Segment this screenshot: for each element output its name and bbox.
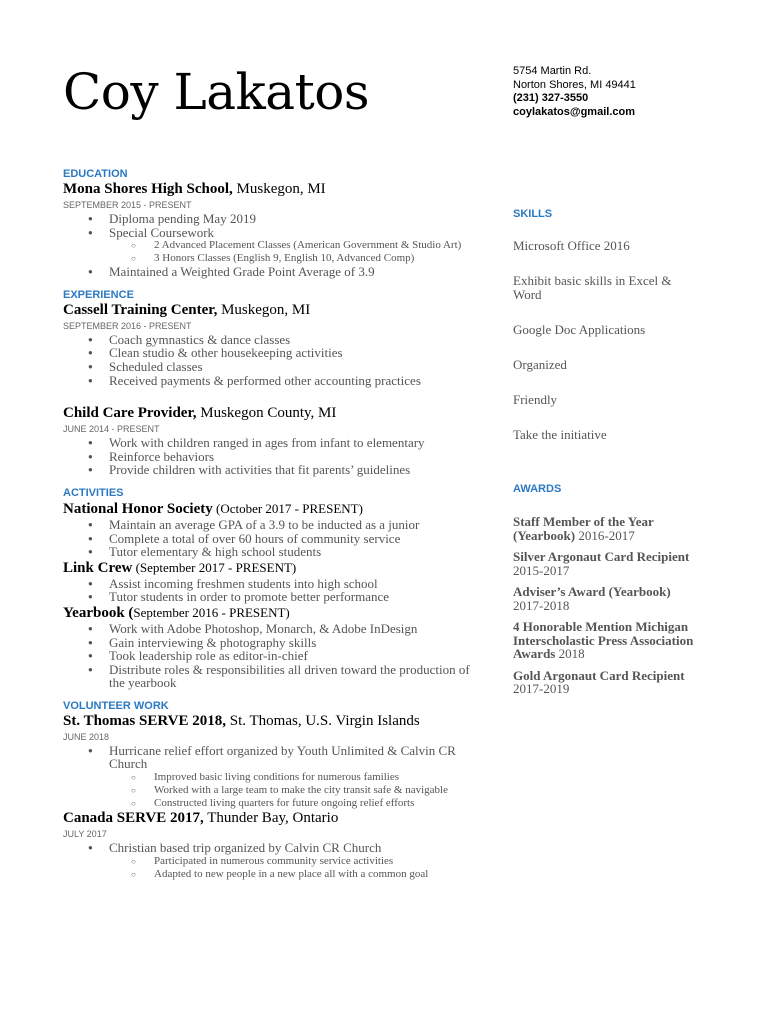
sublist-wrapper [63,771,473,810]
spacer [63,477,473,486]
activity-list [63,622,473,690]
volunteer-list [63,744,473,810]
spacer [63,387,473,405]
list-item: ● Scheduled classes [63,360,473,374]
award-title: 4 Honorable Mention Michigan Interscholastic Press Association Awards [513,619,694,661]
skill-item: Take the initiative [513,427,607,442]
list-item: ● Gain interviewing & photography skills [63,636,473,650]
award-title: Adviser’s Award (Yearbook) [513,584,671,599]
list-item [63,226,473,266]
award-year: 2015-2017 [513,562,570,578]
activity-period: (September 2017 - PRESENT) [132,559,297,575]
contact-block [513,65,636,119]
right-column [513,207,703,704]
job-location: Muskegon, MI [217,301,311,318]
activity-period: (October 2017 - PRESENT) [212,500,363,516]
education-title [63,181,473,198]
sublist-item: ○ 3 Honors Classes (English 9, English 10, Advanced Comp) [63,252,473,265]
list-item-label: Special Coursework [109,224,215,240]
list-item: ● Complete a total of over 60 hours of community service [63,532,473,546]
education-date: SEPTEMBER 2015 - PRESENT [63,200,192,210]
award-item [513,585,703,612]
activity-list [63,577,473,604]
list-item: ● Maintain an average GPA of a 3.9 to be inducted as a junior [63,518,473,532]
award-title: Staff Member of the Year (Yearbook) [513,514,654,543]
coursework-sublist [63,239,473,265]
list-item: ● Coach gymnastics & dance classes [63,333,473,347]
contact-email: coylakatos@gmail.com [513,105,635,118]
skill-item: Microsoft Office 2016 [513,238,630,253]
sublist-wrapper [63,239,473,265]
list-item-label: Hurricane relief effort organized by Youth Unlimited & Calvin CR Church [109,742,456,772]
award-item [513,550,703,577]
list-item: ● Tutor elementary & high school students [63,545,473,559]
award-title: Gold Argonaut Card Recipient [513,667,685,683]
skill-item: Exhibit basic skills in Excel & Word [513,273,672,302]
job-location: Muskegon County, MI [196,405,337,422]
job-org: Cassell Training Center, [63,301,218,318]
activities-section [63,486,473,690]
list-item [63,744,473,810]
skill-item: Organized [513,357,567,372]
volunteer-title [63,810,473,827]
sublist-item: ○ Participated in numerous community service activities [63,855,473,868]
skill-item: Friendly [513,392,558,407]
award-year: 2018 [555,646,585,661]
activity-name: Yearbook ( [63,604,134,621]
volunteer-date: JUNE 2018 [63,731,110,742]
job-date: JUNE 2014 - PRESENT [63,424,160,435]
job-org: Child Care Provider, [63,405,197,422]
list-item: ● Maintained a Weighted Grade Point Average of 3.9 [63,265,473,279]
job-title [63,405,473,422]
award-year: 2016-2017 [575,527,635,543]
contact-phone: (231) 327-3550 [513,92,589,104]
spacer [63,690,473,699]
volunteer-title [63,713,473,730]
activity-name: National Honor Society [63,500,213,517]
activity-title [63,500,473,518]
job-duties [63,333,473,387]
volunteer-sublist [63,855,473,881]
list-item: ● Tutor students in order to promote better performance [63,590,473,604]
school-location: Muskegon, MI [232,181,326,197]
sublist-item: ○ Worked with a large team to make the city transit safe & navigable [63,784,473,797]
volunteer-heading: VOLUNTEER WORK [63,699,169,712]
awards-heading: AWARDS [513,483,562,495]
experience-heading: EXPERIENCE [63,288,134,301]
job-date: SEPTEMBER 2016 - PRESENT [63,320,192,331]
activity-title [63,604,473,622]
award-year: 2017-2019 [513,681,570,696]
award-title: Silver Argonaut Card Recipient [513,549,690,564]
job-duties [63,436,473,477]
contact-street: 5754 Martin Rd. [513,65,592,77]
school-name: Mona Shores High School, [63,181,233,197]
activities-heading: ACTIVITIES [63,486,124,499]
activity-list [63,518,473,559]
volunteer-sublist [63,771,473,810]
volunteer-date: JULY 2017 [63,829,107,840]
volunteer-org: Canada SERVE 2017, [63,810,204,827]
award-item [513,515,703,542]
skills-heading: SKILLS [513,208,553,220]
sublist-item: ○ Constructed living quarters for future ongoing relief efforts [63,797,473,810]
volunteer-section [63,699,473,881]
award-item [513,669,703,696]
education-section [63,167,473,279]
education-list [63,212,473,279]
skill-item: Google Doc Applications [513,322,646,337]
activity-title [63,559,473,577]
job-title [63,302,473,319]
sublist-item: ○ Adapted to new people in a new place all with a common goal [63,868,473,881]
sublist-item: ○ Improved basic living conditions for numerous families [63,771,473,784]
list-item: ● Work with children ranged in ages from infant to elementary [63,436,473,450]
list-item: ● Diploma pending May 2019 [63,212,473,226]
list-item: ● Work with Adobe Photoshop, Monarch, & Adobe InDesign [63,622,473,636]
experience-section [63,288,473,477]
resume-name: Coy Lakatos [63,63,369,121]
spacer [63,279,473,288]
list-item [63,841,473,881]
volunteer-location: Thunder Bay, Ontario [203,810,339,827]
activity-period: September 2016 - PRESENT) [133,604,290,620]
sublist-item: ○ 2 Advanced Placement Classes (American Government & Studio Art) [63,239,473,252]
contact-city: Norton Shores, MI 49441 [513,78,636,91]
sublist-wrapper [63,855,473,881]
volunteer-list [63,841,473,881]
list-item-label: Christian based trip organized by Calvin CR Church [109,840,382,856]
list-item: ● Provide children with activities that fit parents’ guidelines [63,463,473,477]
award-item [513,620,703,661]
list-item: ● Reinforce behaviors [63,450,473,464]
volunteer-location: St. Thomas, U.S. Virgin Islands [226,712,420,729]
activity-name: Link Crew [63,559,133,576]
list-item: ● Received payments & performed other accounting practices [63,374,473,388]
volunteer-org: St. Thomas SERVE 2018, [63,712,226,729]
list-item: ● Distribute roles & responsibilities all driven toward the production of the yearbook [63,663,473,690]
list-item: ● Took leadership role as editor-in-chief [63,649,473,663]
list-item: ● Clean studio & other housekeeping activities [63,346,473,360]
list-item: ● Assist incoming freshmen students into high school [63,577,473,591]
left-column [63,167,473,881]
award-year: 2017-2018 [513,597,570,613]
education-heading: EDUCATION [63,168,128,180]
